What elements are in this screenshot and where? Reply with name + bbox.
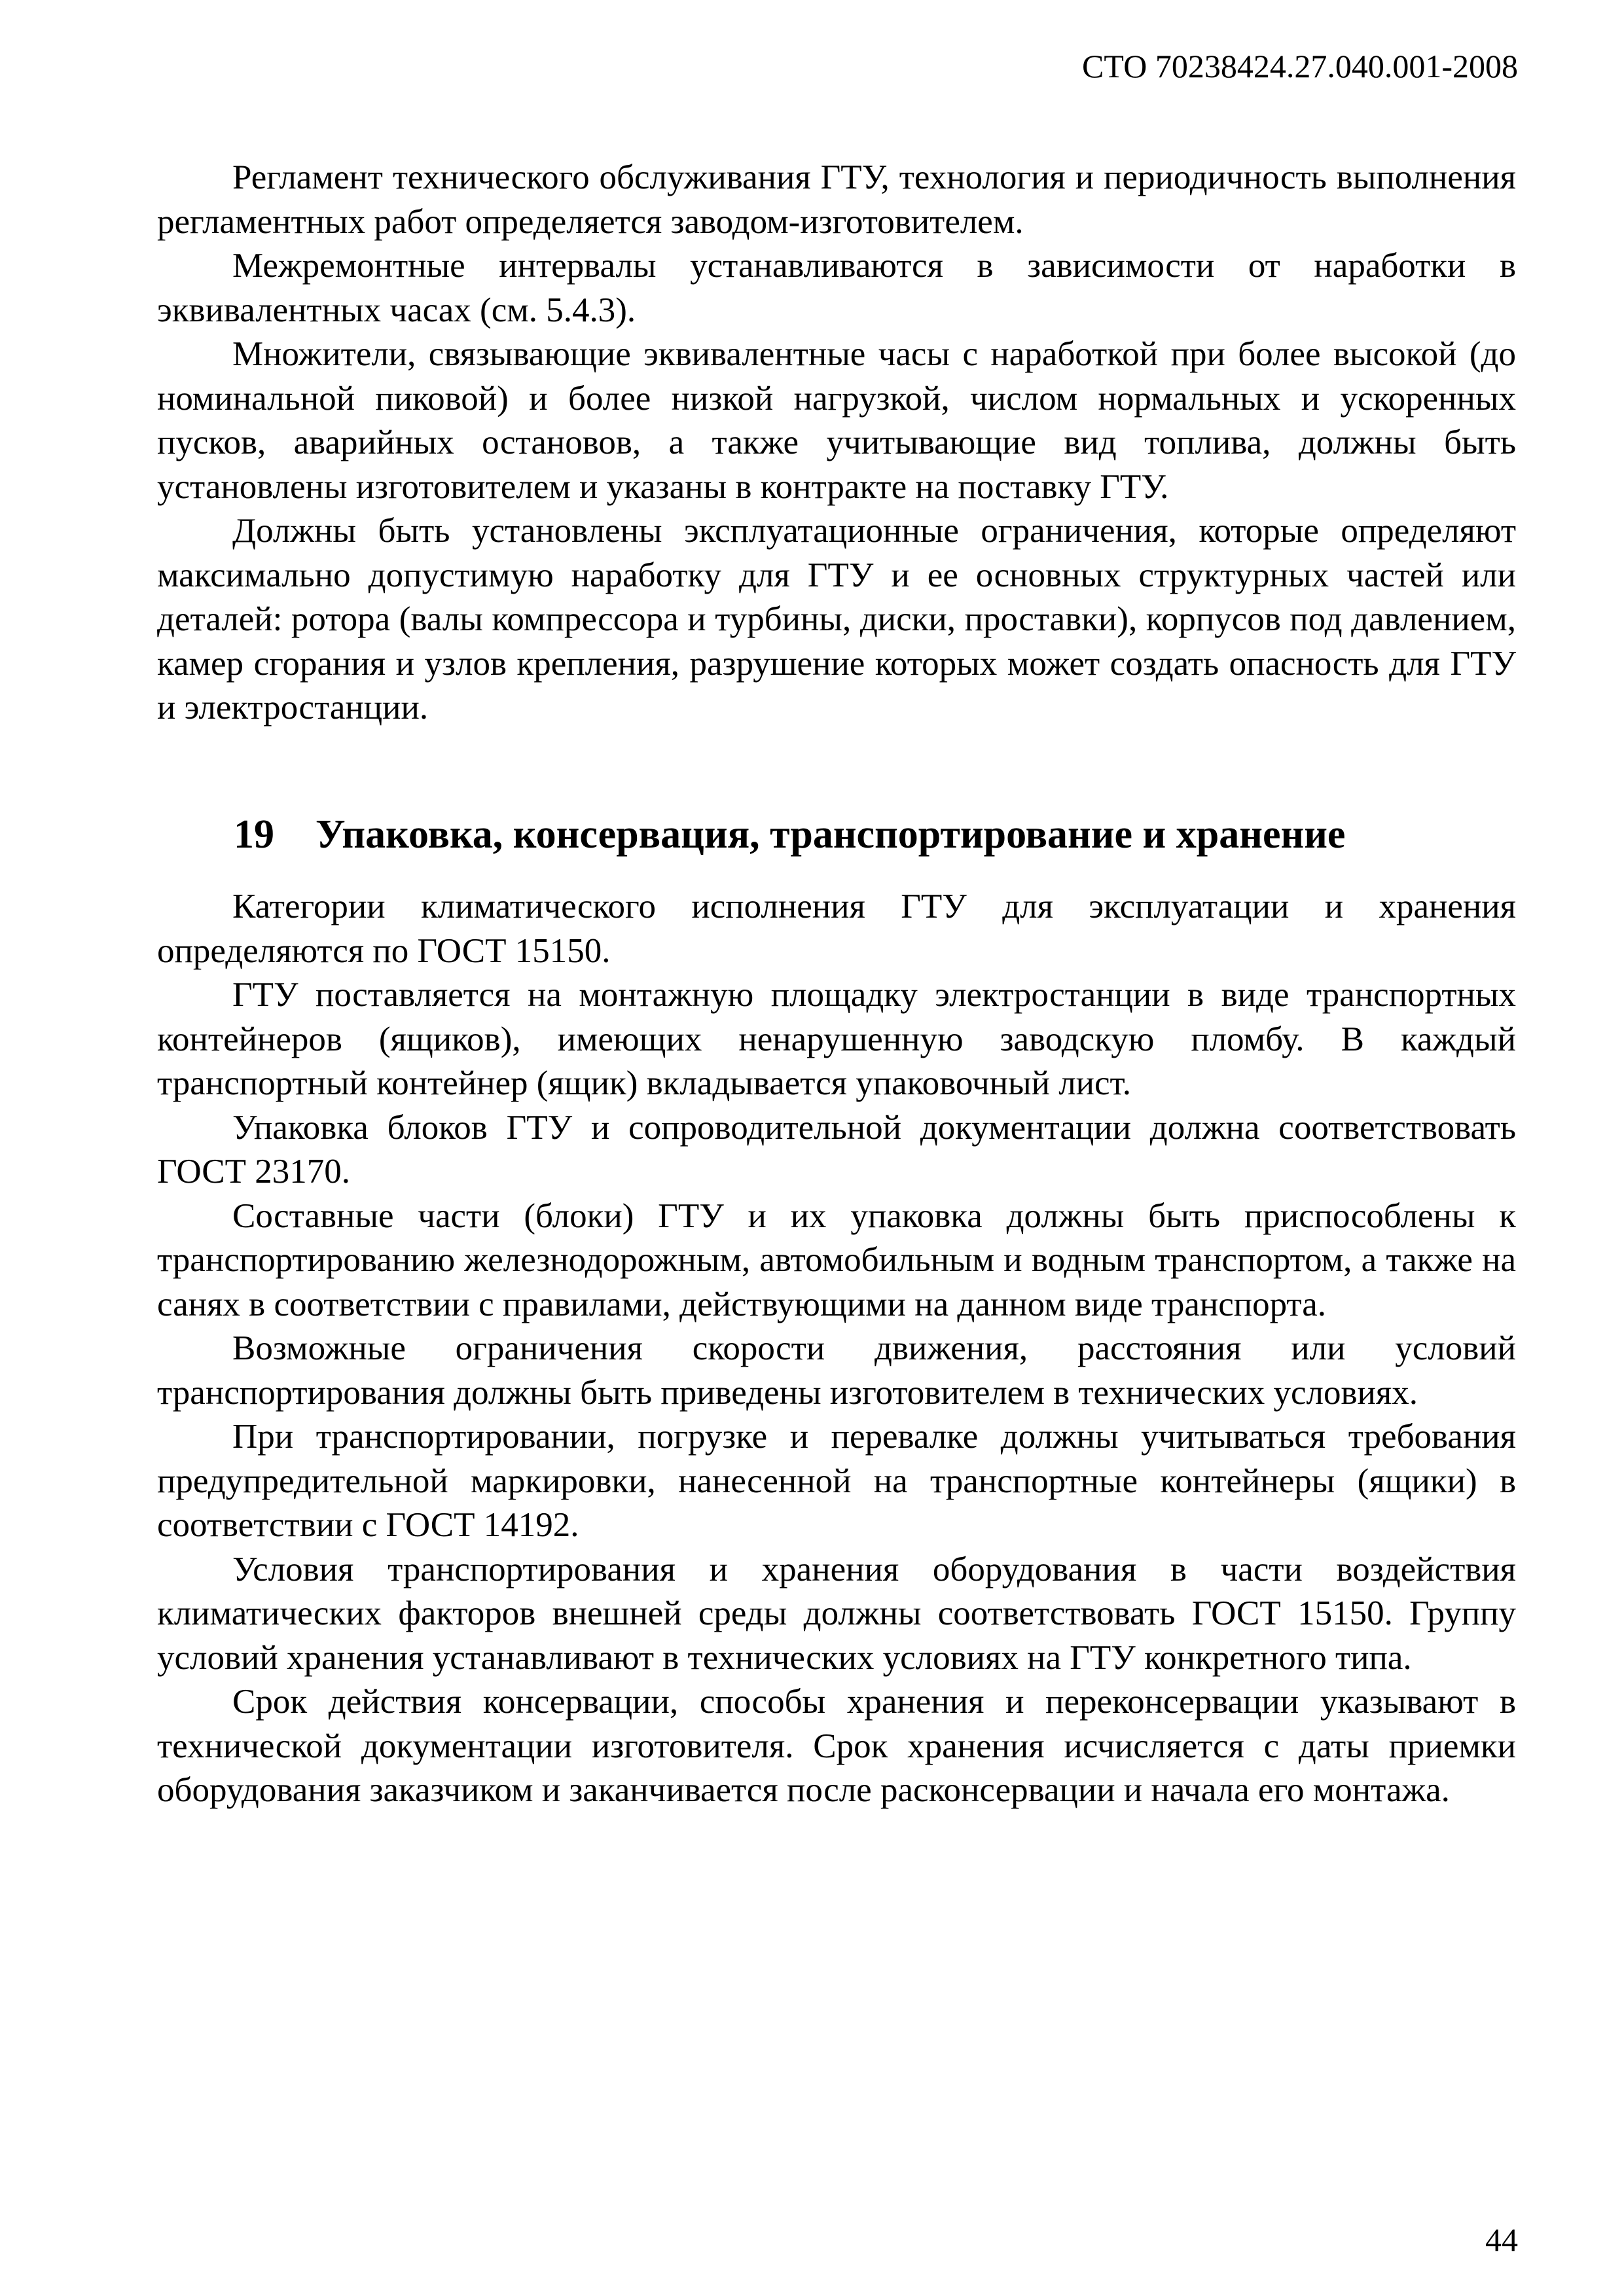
paragraph: Межремонтные интервалы устанавливаются в зависимости от наработки в эквивалентных часах (см. 5.4.3). (157, 247, 1516, 329)
paragraph: Условия транспортирования и хранения оборудования в части воздействия климатических факторов внешней среды должны соответствовать ГОСТ 15150. Группу условий хранения устанавливают в технических условиях на ГТУ конкретного типа. (157, 1550, 1516, 1677)
paragraph: Множители, связывающие эквивалентные часы с наработкой при более высокой (до номинальной пиковой) и более низкой нагрузкой, числом нормальных и ускоренных пусков, аварийных остановов, а также учитывающие вид топлива, должны быть установлены изготовителем и указаны в контракте на поставку ГТУ. (157, 335, 1516, 506)
section-heading (234, 808, 1516, 861)
paragraph: Возможные ограничения скорости движения, расстояния или условий транспортирования должны быть приведены изготовителем в технических условиях. (157, 1329, 1516, 1412)
section-number: 19 (234, 812, 274, 857)
paragraph: Составные части (блоки) ГТУ и их упаковка должны быть приспособлены к транспортированию железнодорожным, автомобильным и водным транспортом, а также на санях в соответствии с правилами, действующими на данном виде транспорта. (157, 1196, 1516, 1323)
section-title: Упаковка, консервация, транспортирование и хранение (316, 812, 1346, 857)
paragraph: Должны быть установлены эксплуатационные ограничения, которые определяют максимально допустимую наработку для ГТУ и ее основных структурных частей или деталей: ротора (валы компрессора и турбины, диски, проставки), корпусов под давлением, камер сгорания и узлов крепления, разрушение которых может создать опасность для ГТУ и электростанции. (157, 512, 1516, 726)
intro-paragraphs (157, 156, 1516, 730)
paragraph: ГТУ поставляется на монтажную площадку электростанции в виде транспортных контейнеров (ящиков), имеющих ненарушенную заводскую пломбу. В каждый транспортный контейнер (ящик) вкладывается упаковочный лист. (157, 976, 1516, 1102)
section-paragraphs (157, 885, 1516, 1813)
paragraph: Упаковка блоков ГТУ и сопроводительной документации должна соответствовать ГОСТ 23170. (157, 1108, 1516, 1191)
paragraph: Регламент технического обслуживания ГТУ, технология и периодичность выполнения регламентных работ определяется заводом-изготовителем. (157, 158, 1516, 241)
page-number: 44 (1485, 2221, 1518, 2258)
paragraph: При транспортировании, погрузке и перевалке должны учитываться требования предупредительной маркировки, нанесенной на транспортные контейнеры (ящики) в соответствии с ГОСТ 14192. (157, 1418, 1516, 1544)
paragraph: Срок действия консервации, способы хранения и переконсервации указывают в технической документации изготовителя. Срок хранения исчисляется с даты приемки оборудования заказчиком и заканчивается после расконсервации и начала его монтажа. (157, 1683, 1516, 1809)
paragraph: Категории климатического исполнения ГТУ для эксплуатации и хранения определяются по ГОСТ 15150. (157, 888, 1516, 970)
document-code: СТО 70238424.27.040.001-2008 (1082, 48, 1518, 84)
